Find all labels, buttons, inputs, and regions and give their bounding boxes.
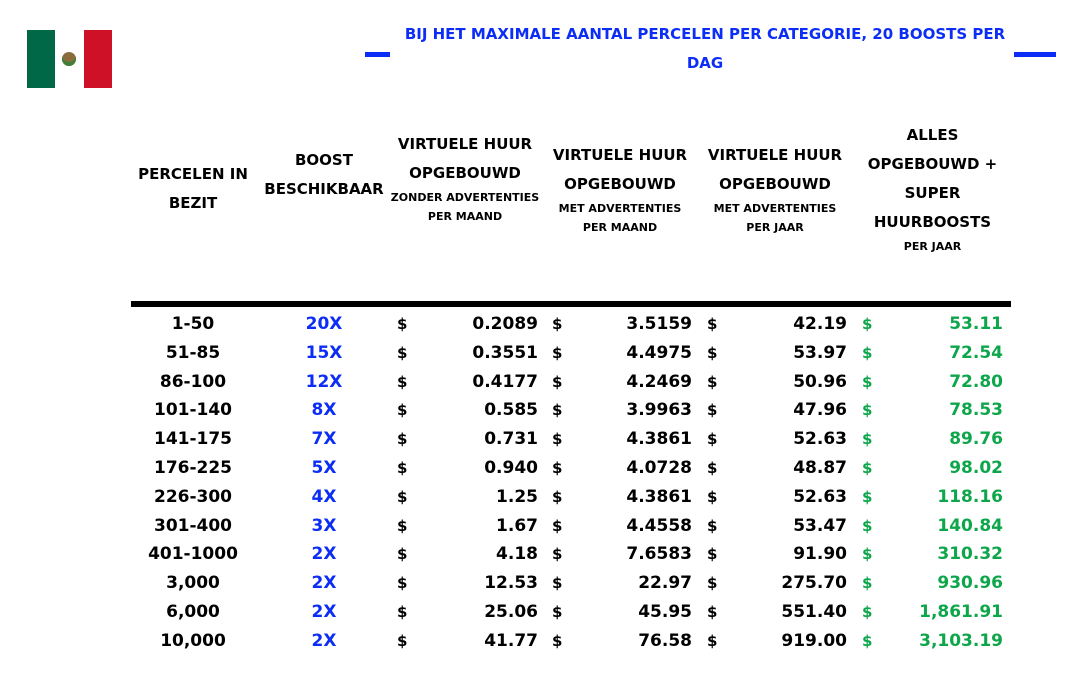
cell-ads-year: 52.63	[793, 486, 847, 507]
cell-ads-month: 45.95	[638, 602, 692, 622]
currency-symbol: $	[862, 574, 873, 593]
cell-ads-month: 4.4975	[626, 342, 692, 363]
header-rent-ads-year-main: VIRTUELE HUUR OPGEBOUWD	[707, 146, 843, 193]
currency-symbol: $	[552, 603, 563, 621]
cell-ads-year: 919.00	[781, 630, 847, 651]
currency-symbol: $	[552, 487, 563, 506]
cell-ads-year: 91.90	[793, 544, 847, 565]
cell-ads-month: 7.6583	[626, 544, 692, 565]
cell-ads-year: 52.63	[793, 429, 847, 450]
table-row	[0, 368, 1083, 397]
cell-ads-month: 3.9963	[626, 400, 692, 421]
table-row	[0, 454, 1083, 483]
cell-all-year: 78.53	[949, 400, 1003, 421]
currency-symbol: $	[397, 372, 408, 391]
cell-ads-month: 4.4558	[626, 515, 692, 536]
cell-boost: 3X	[311, 515, 337, 536]
table-row	[0, 310, 1083, 339]
table-row	[0, 569, 1083, 598]
cell-all-year: 3,103.19	[919, 630, 1003, 651]
header-rent-ads-month	[545, 141, 695, 237]
cell-ads-year: 50.96	[793, 371, 847, 392]
cell-no-ads-month: 1.25	[496, 486, 538, 507]
currency-symbol: $	[397, 603, 408, 621]
cell-parcels: 226-300	[153, 486, 233, 507]
currency-symbol: $	[707, 603, 718, 621]
header-rent-ads-month-main: VIRTUELE HUUR OPGEBOUWD	[552, 146, 688, 193]
cell-ads-month: 4.0728	[626, 458, 692, 478]
cell-ads-year: 48.87	[793, 458, 847, 478]
currency-symbol: $	[862, 603, 873, 621]
cell-ads-year: 53.97	[793, 342, 847, 363]
currency-symbol: $	[397, 430, 408, 449]
cell-parcels: 301-400	[153, 515, 233, 536]
cell-no-ads-month: 12.53	[484, 573, 538, 594]
cell-all-year: 1,861.91	[919, 602, 1003, 622]
header-all-built-main: ALLES OPGEBOUWD + SUPER HUURBOOSTS	[867, 126, 998, 231]
header-rent-ads-year	[700, 141, 850, 237]
currency-symbol: $	[552, 545, 563, 564]
cell-ads-month: 76.58	[638, 630, 692, 651]
cell-no-ads-month: 25.06	[484, 602, 538, 622]
cell-boost: 7X	[311, 429, 337, 450]
cell-no-ads-month: 0.2089	[472, 314, 538, 334]
header-rent-no-ads	[390, 130, 540, 226]
currency-symbol: $	[397, 343, 408, 362]
currency-symbol: $	[707, 430, 718, 449]
currency-symbol: $	[552, 516, 563, 535]
currency-symbol: $	[707, 401, 718, 420]
title-dash-left	[365, 52, 390, 57]
cell-ads-month: 4.3861	[626, 486, 692, 507]
cell-no-ads-month: 0.3551	[472, 342, 538, 363]
cell-boost: 2X	[311, 602, 337, 622]
flag-red-band	[84, 30, 112, 88]
header-rent-ads-month-sub: MET ADVERTENTIES PER MAAND	[558, 202, 682, 234]
currency-symbol: $	[862, 631, 873, 650]
cell-parcels: 101-140	[153, 400, 233, 421]
header-boost: BOOST BESCHIKBAAR	[264, 151, 384, 198]
cell-ads-year: 275.70	[781, 573, 847, 594]
flag-emblem-icon	[62, 52, 76, 66]
mexico-flag-icon	[27, 30, 112, 88]
cell-all-year: 930.96	[937, 573, 1003, 594]
currency-symbol: $	[397, 574, 408, 593]
table-row	[0, 425, 1083, 454]
currency-symbol: $	[397, 516, 408, 535]
header-rent-no-ads-main: VIRTUELE HUUR OPGEBOUWD	[397, 135, 533, 182]
flag-white-band	[55, 30, 83, 88]
cell-ads-month: 4.2469	[626, 371, 692, 392]
title-dash-right	[1014, 52, 1056, 57]
cell-boost: 12X	[305, 371, 343, 392]
currency-symbol: $	[707, 459, 718, 477]
currency-symbol: $	[707, 487, 718, 506]
cell-ads-year: 42.19	[793, 314, 847, 334]
header-parcels: PERCELEN IN BEZIT	[138, 165, 248, 212]
currency-symbol: $	[862, 315, 873, 333]
cell-no-ads-month: 1.67	[496, 515, 538, 536]
cell-all-year: 98.02	[949, 458, 1003, 478]
cell-all-year: 53.11	[949, 314, 1003, 334]
currency-symbol: $	[552, 401, 563, 420]
table-row	[0, 627, 1083, 656]
cell-ads-year: 47.96	[793, 400, 847, 421]
cell-boost: 20X	[305, 314, 343, 334]
cell-no-ads-month: 4.18	[496, 544, 538, 565]
cell-boost: 2X	[311, 573, 337, 594]
header-all-built-sub: PER JAAR	[903, 240, 962, 253]
cell-no-ads-month: 0.940	[484, 458, 538, 478]
currency-symbol: $	[707, 545, 718, 564]
currency-symbol: $	[862, 401, 873, 420]
cell-no-ads-month: 0.585	[484, 400, 538, 421]
currency-symbol: $	[862, 430, 873, 449]
table-row	[0, 512, 1083, 541]
cell-ads-year: 53.47	[793, 515, 847, 536]
cell-boost: 2X	[311, 544, 337, 565]
table-row	[0, 339, 1083, 368]
currency-symbol: $	[862, 516, 873, 535]
cell-ads-year: 551.40	[781, 602, 847, 622]
cell-no-ads-month: 0.4177	[472, 371, 538, 392]
cell-ads-month: 22.97	[638, 573, 692, 594]
cell-parcels: 86-100	[159, 371, 227, 392]
table-row	[0, 598, 1083, 627]
currency-symbol: $	[707, 315, 718, 333]
currency-symbol: $	[397, 545, 408, 564]
table-row	[0, 396, 1083, 425]
table-row	[0, 483, 1083, 512]
cell-all-year: 140.84	[937, 515, 1003, 536]
cell-ads-month: 4.3861	[626, 429, 692, 450]
currency-symbol: $	[862, 343, 873, 362]
table-row	[0, 540, 1083, 569]
cell-parcels: 1-50	[171, 314, 215, 334]
currency-symbol: $	[707, 372, 718, 391]
header-rent-no-ads-sub: ZONDER ADVERTENTIES PER MAAND	[390, 191, 540, 223]
currency-symbol: $	[552, 343, 563, 362]
page-title: BIJ HET MAXIMALE AANTAL PERCELEN PER CATEGORIE, 20 BOOSTS PER DAG	[404, 25, 1006, 72]
cell-no-ads-month: 41.77	[484, 630, 538, 651]
cell-boost: 4X	[311, 486, 337, 507]
currency-symbol: $	[552, 315, 563, 333]
header-rent-ads-year-sub: MET ADVERTENTIES PER JAAR	[713, 202, 837, 234]
currency-symbol: $	[552, 372, 563, 391]
cell-parcels: 51-85	[165, 342, 221, 363]
header-rule	[131, 301, 1011, 307]
currency-symbol: $	[707, 516, 718, 535]
currency-symbol: $	[397, 631, 408, 650]
currency-symbol: $	[862, 487, 873, 506]
currency-symbol: $	[862, 372, 873, 391]
cell-parcels: 10,000	[160, 630, 226, 651]
cell-boost: 5X	[311, 458, 337, 478]
cell-no-ads-month: 0.731	[484, 429, 538, 450]
currency-symbol: $	[707, 343, 718, 362]
cell-boost: 8X	[311, 400, 337, 421]
cell-parcels: 141-175	[153, 429, 233, 450]
header-all-built	[860, 121, 1005, 256]
flag-green-band	[27, 30, 55, 88]
currency-symbol: $	[552, 430, 563, 449]
currency-symbol: $	[552, 574, 563, 593]
cell-boost: 15X	[305, 342, 343, 363]
currency-symbol: $	[397, 315, 408, 333]
currency-symbol: $	[397, 459, 408, 477]
currency-symbol: $	[397, 487, 408, 506]
cell-boost: 2X	[311, 630, 337, 651]
cell-all-year: 310.32	[937, 544, 1003, 565]
cell-all-year: 118.16	[937, 486, 1003, 507]
cell-parcels: 176-225	[153, 458, 233, 478]
currency-symbol: $	[862, 545, 873, 564]
cell-ads-month: 3.5159	[626, 314, 692, 334]
cell-parcels: 6,000	[166, 602, 220, 622]
currency-symbol: $	[552, 459, 563, 477]
cell-parcels: 3,000	[166, 573, 220, 594]
currency-symbol: $	[862, 459, 873, 477]
cell-all-year: 72.80	[949, 371, 1003, 392]
cell-all-year: 72.54	[949, 342, 1003, 363]
currency-symbol: $	[707, 574, 718, 593]
currency-symbol: $	[397, 401, 408, 420]
cell-all-year: 89.76	[949, 429, 1003, 450]
currency-symbol: $	[707, 631, 718, 650]
cell-parcels: 401-1000	[148, 544, 238, 565]
currency-symbol: $	[552, 631, 563, 650]
